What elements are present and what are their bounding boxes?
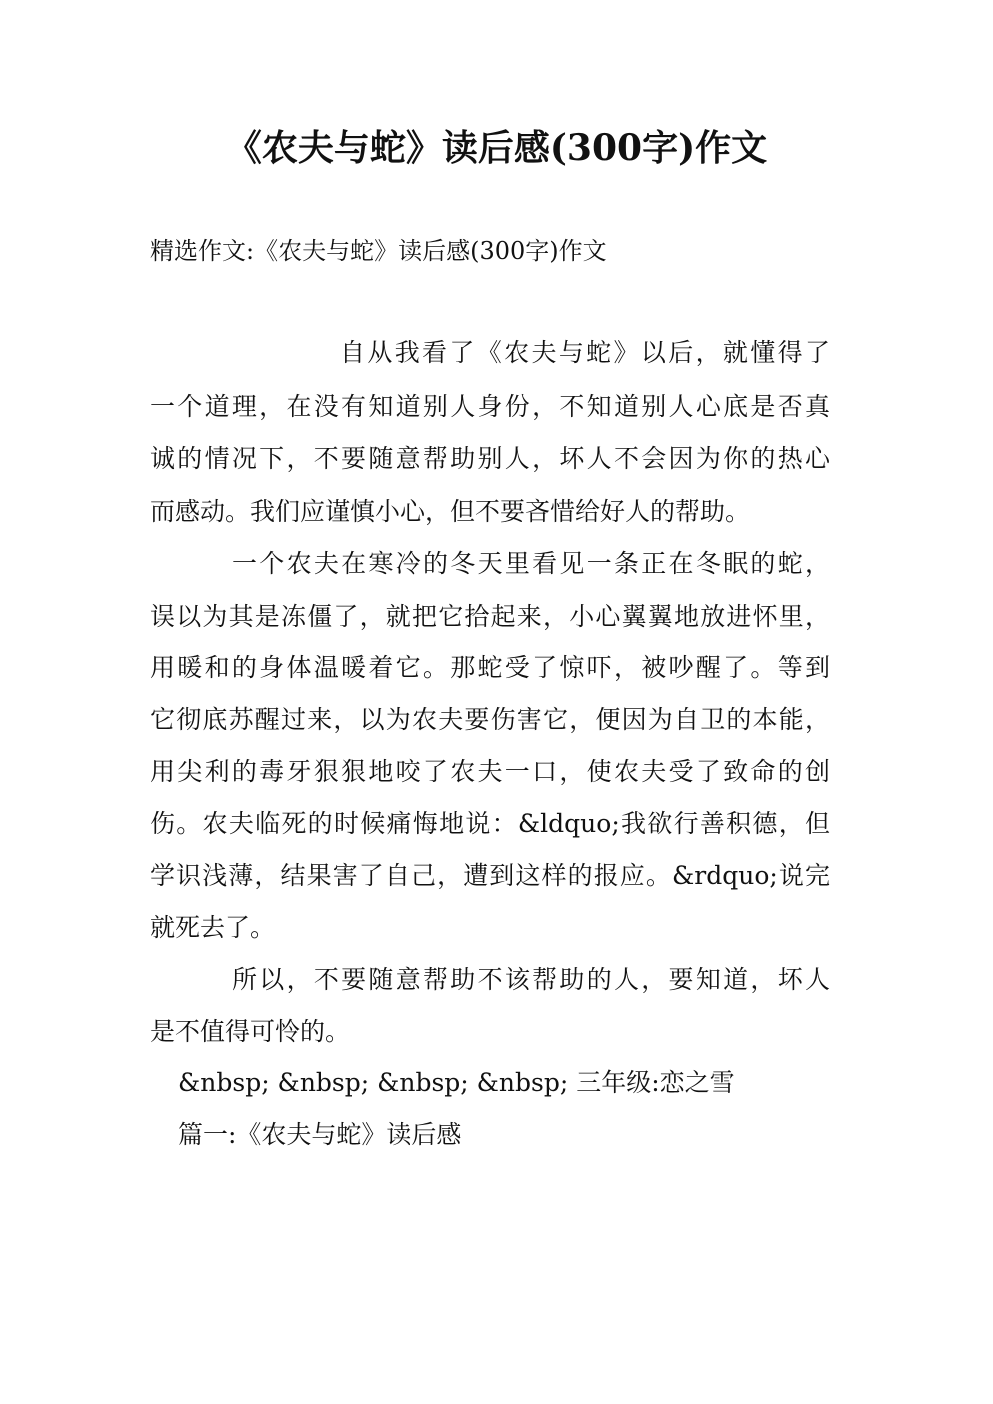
paragraph-line: 是不值得可怜的。 xyxy=(150,1017,351,1046)
paragraph-line: 它彻底苏醒过来，以为农夫要伤害它，便因为自卫的本能， xyxy=(150,705,830,734)
paragraph-line: 一个道理，在没有知道别人身份，不知道别人心底是否真 xyxy=(150,392,830,421)
paragraph-line: 一个农夫在寒冷的冬天里看见一条正在冬眠的蛇， xyxy=(232,549,830,578)
paragraph-line: 学识浅薄，结果害了自己，遭到这样的报应。&rdquo;说完 xyxy=(150,861,830,890)
paragraph-line: 用尖利的毒牙狠狠地咬了农夫一口，使农夫受了致命的创 xyxy=(150,757,830,786)
paragraph-line: 所以，不要随意帮助不该帮助的人，要知道，坏人 xyxy=(232,965,830,994)
document-subtitle: 精选作文:《农夫与蛇》读后感(300字)作文 xyxy=(150,237,607,265)
paragraph-line: 误以为其是冻僵了，就把它拾起来，小心翼翼地放进怀里， xyxy=(150,602,830,631)
paragraph-line: 自从我看了《农夫与蛇》以后，就懂得了 xyxy=(340,338,830,367)
author-line: &nbsp; &nbsp; &nbsp; &nbsp; 三年级:恋之雪 xyxy=(178,1068,735,1097)
section-heading: 篇一:《农夫与蛇》读后感 xyxy=(178,1120,462,1149)
paragraph-line: 伤。农夫临死的时候痛悔地说：&ldquo;我欲行善积德，但 xyxy=(150,809,830,838)
document-title: 《农夫与蛇》读后感(300字)作文 xyxy=(225,127,768,169)
paragraph-line: 而感动。我们应谨慎小心，但不要吝惜给好人的帮助。 xyxy=(150,497,751,526)
paragraph-line: 用暖和的身体温暖着它。那蛇受了惊吓，被吵醒了。等到 xyxy=(150,653,830,682)
paragraph-line: 诚的情况下，不要随意帮助别人，坏人不会因为你的热心 xyxy=(150,444,830,473)
paragraph-line: 就死去了。 xyxy=(150,913,276,942)
